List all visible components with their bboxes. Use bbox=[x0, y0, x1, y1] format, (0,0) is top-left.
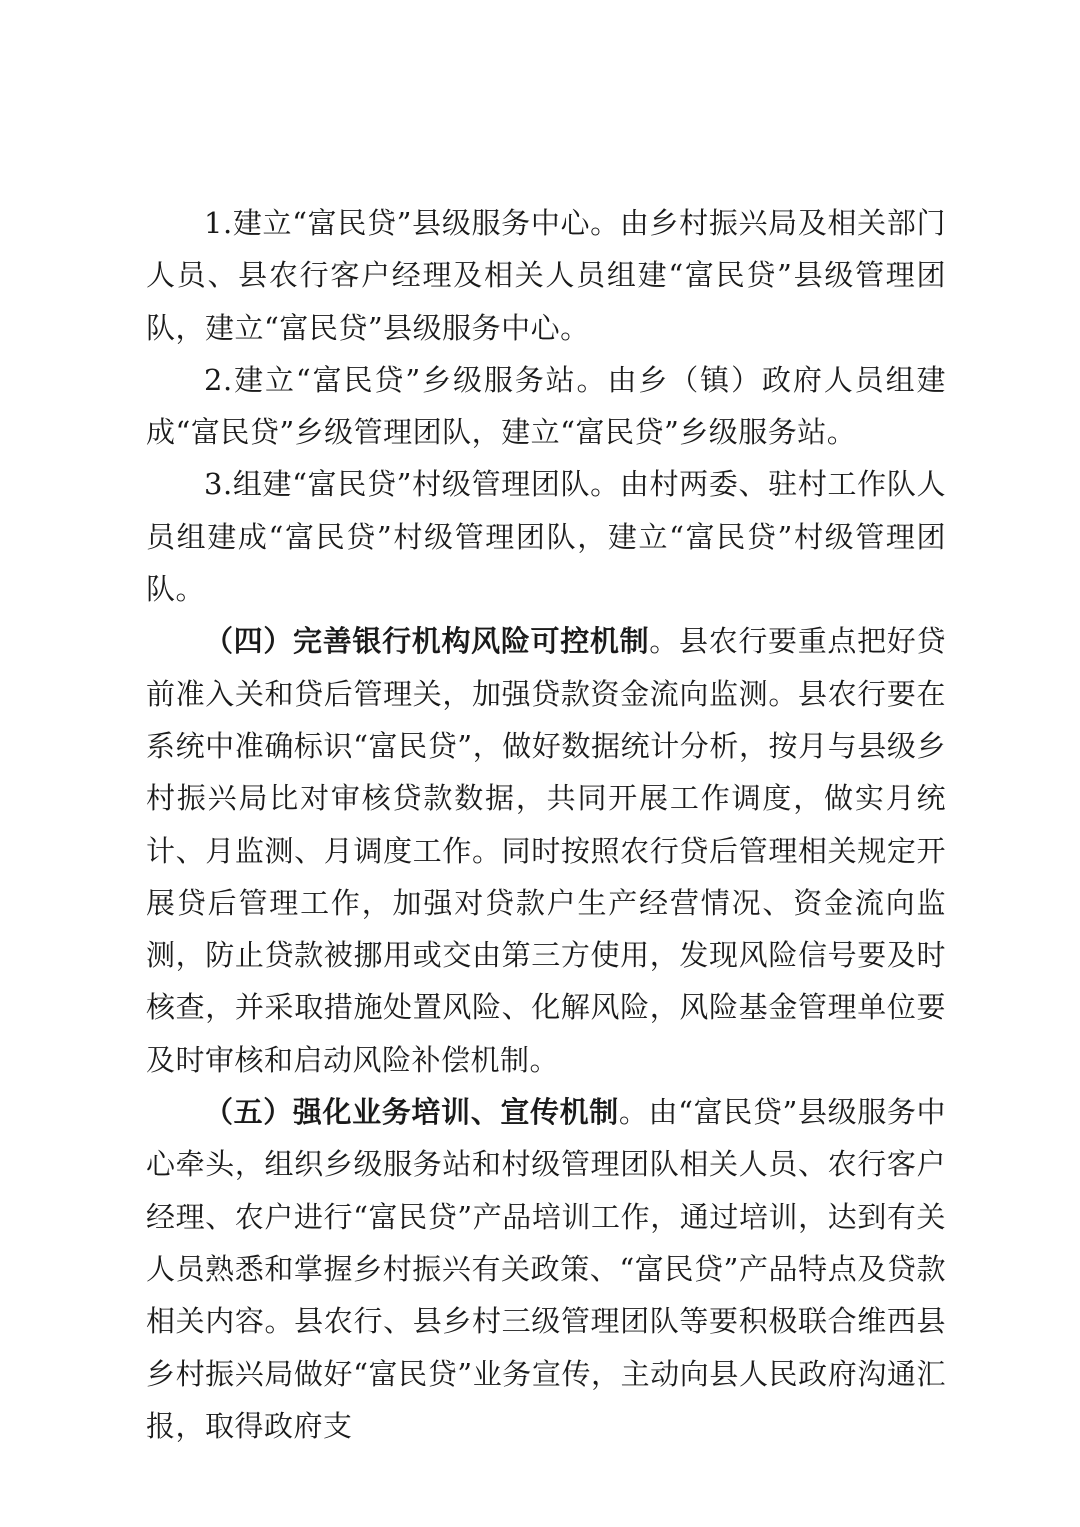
paragraph-text: 。县农行要重点把好贷前准入关和贷后管理关，加强贷款资金流向监测。县农行要在系统中准确标识“富民贷”，做好数据统计分析，按月与县级乡村振兴局比对审核贷款数据，共同开展工作调度，做实月统计、月监测、月调度工作。同时按照农行贷后管理相关规定开展贷后管理工作，加强对贷款户生产经营情况、资金流向监测，防止贷款被挪用或交由第三方使用，发现风险信号要及时核查，并采取措施处置风险、化解风险，风险基金管理单位要及时审核和启动风险补偿机制。 bbox=[146, 624, 946, 1077]
paragraph-risk-control-mechanism bbox=[146, 615, 946, 1086]
paragraph-training-publicity-mechanism bbox=[146, 1086, 946, 1452]
paragraph-township-service-station bbox=[146, 354, 946, 459]
paragraph-county-service-center bbox=[146, 197, 946, 354]
paragraph-text: 3.组建“富民贷”村级管理团队。由村两委、驻村工作队人员组建成“富民贷”村级管理团队，建立“富民贷”村级管理团队。 bbox=[146, 467, 946, 607]
paragraph-village-management-team bbox=[146, 458, 946, 615]
document-body bbox=[146, 197, 946, 1452]
paragraph-text: 。由“富民贷”县级服务中心牵头，组织乡级服务站和村级管理团队相关人员、农行客户经理、农户进行“富民贷”产品培训工作，通过培训，达到有关人员熟悉和掌握乡村振兴有关政策、“富民贷”产品特点及贷款相关内容。县农行、县乡村三级管理团队等要积极联合维西县乡村振兴局做好“富民贷”业务宣传，主动向县人民政府沟通汇报，取得政府支 bbox=[146, 1095, 946, 1443]
paragraph-text: 1.建立“富民贷”县级服务中心。由乡村振兴局及相关部门人员、县农行客户经理及相关人员组建“富民贷”县级管理团队，建立“富民贷”县级服务中心。 bbox=[146, 206, 946, 345]
section-heading: （五）强化业务培训、宣传机制 bbox=[204, 1095, 619, 1130]
section-heading: （四）完善银行机构风险可控机制 bbox=[204, 624, 650, 659]
paragraph-text: 2.建立“富民贷”乡级服务站。由乡（镇）政府人员组建成“富民贷”乡级管理团队，建立“富民贷”乡级服务站。 bbox=[146, 362, 946, 450]
